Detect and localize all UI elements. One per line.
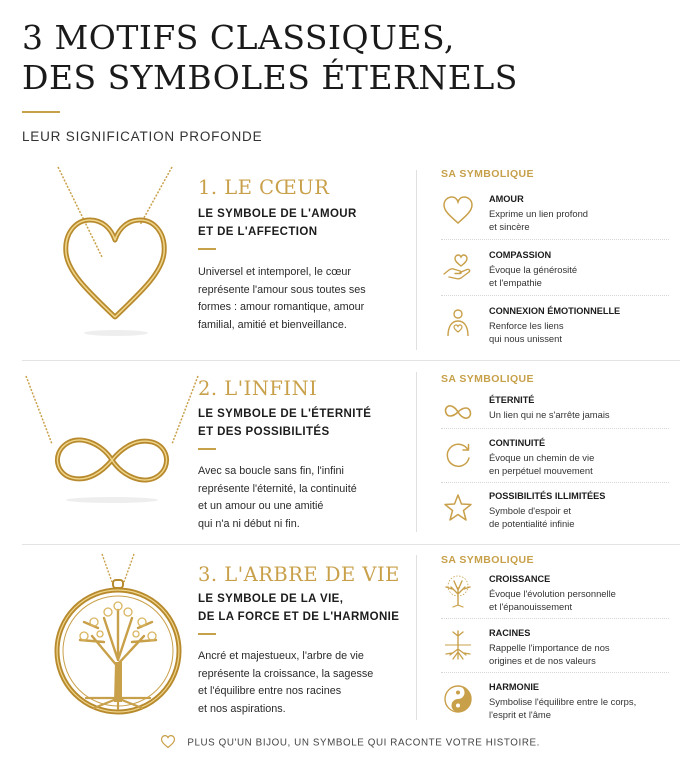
subtitle-line: ET DE L'AFFECTION	[198, 226, 318, 238]
description-line: représente l'amour sous toutes ses	[198, 283, 366, 296]
tree-icon	[441, 574, 475, 608]
heart-necklace-image	[50, 165, 180, 345]
section-description-infinity	[198, 463, 357, 533]
column-divider	[416, 372, 417, 532]
heart-outline-icon	[160, 734, 176, 752]
description-line: familial, amitié et bienveillance.	[198, 318, 347, 331]
symbol-name: RACINES	[489, 628, 531, 638]
heart-hand-icon	[441, 250, 475, 284]
footer	[0, 734, 700, 752]
symbol-description-line: l'esprit et l'âme	[489, 709, 551, 720]
symbol-description-line: Symbolise l'équilibre entre le corps,	[489, 696, 637, 707]
page-title-line2: DES SYMBOLES ÉTERNELS	[22, 58, 518, 97]
symbol-name: POSSIBILITÉS ILLIMITÉES	[489, 491, 606, 501]
description-line: Universel et intemporel, le cœur	[198, 266, 352, 278]
item-separator	[441, 295, 669, 296]
people-heart-icon	[441, 306, 475, 340]
description-line: représente la croissance, la sagesse	[198, 667, 374, 680]
description-line: qui n'a ni début ni fin.	[198, 517, 300, 530]
symbol-name: COMPASSION	[489, 250, 552, 260]
star-icon	[441, 491, 475, 525]
section-rule	[198, 448, 216, 450]
heart-outline-icon	[441, 194, 475, 228]
symbol-description	[489, 641, 610, 667]
page-title	[22, 18, 542, 98]
section-title-infinity: 2. L'INFINI	[198, 377, 318, 400]
section-rule	[198, 633, 216, 635]
symbol-name: CROISSANCE	[489, 574, 551, 584]
section-divider	[22, 544, 680, 545]
symbol-description-line: Un lien qui ne s'arrête jamais	[489, 409, 610, 420]
page-title-line1: 3 MOTIFS CLASSIQUES,	[22, 18, 455, 57]
section-divider	[22, 360, 680, 361]
item-separator	[441, 428, 669, 429]
symbol-description-line: qui nous unissent	[489, 333, 562, 344]
symbolism-title: SA SYMBOLIQUE	[441, 168, 534, 180]
symbol-description-line: origines et de nos valeurs	[489, 655, 596, 666]
item-separator	[441, 618, 669, 619]
symbol-description-line: Symbole d'espoir et	[489, 505, 572, 516]
column-divider	[416, 170, 417, 350]
symbol-description-line: en perpétuel mouvement	[489, 465, 593, 476]
subtitle-line: LE SYMBOLE DE L'ÉTERNITÉ	[198, 408, 372, 420]
section-description-tree	[198, 648, 373, 718]
symbol-description-line: et l'empathie	[489, 277, 542, 288]
infinity-icon	[441, 395, 475, 429]
description-line: Avec sa boucle sans fin, l'infini	[198, 465, 344, 477]
item-separator	[441, 239, 669, 240]
tree-of-life-pendant-image	[48, 552, 188, 729]
title-divider	[22, 111, 60, 113]
infinity-necklace-image	[22, 372, 202, 542]
symbol-description-line: Exprime un lien profond	[489, 208, 589, 219]
symbol-description-line: et l'épanouissement	[489, 601, 573, 612]
symbol-description	[489, 587, 616, 613]
symbolism-title: SA SYMBOLIQUE	[441, 373, 534, 385]
section-rule	[198, 248, 216, 250]
roots-icon	[441, 628, 475, 662]
description-line: formes : amour romantique, amour	[198, 301, 365, 313]
symbol-description	[489, 695, 636, 721]
symbol-description-line: Évoque un chemin de vie	[489, 452, 595, 463]
description-line: et nos aspirations.	[198, 702, 286, 715]
symbol-description	[489, 263, 577, 289]
yin-yang-icon	[441, 682, 475, 716]
symbol-description	[489, 408, 610, 421]
symbol-description-line: Rappelle l'importance de nos	[489, 642, 610, 653]
section-title-heart: 1. LE CŒUR	[198, 176, 330, 199]
symbol-name: CONTINUITÉ	[489, 438, 546, 448]
symbol-description	[489, 504, 574, 530]
description-line: représente l'éternité, la continuité	[198, 482, 357, 495]
symbol-description-line: de potentialité infinie	[489, 518, 575, 529]
symbol-description-line: Évoque l'évolution personnelle	[489, 588, 616, 599]
symbol-name: ÉTERNITÉ	[489, 395, 535, 405]
description-line: Ancré et majestueux, l'arbre de vie	[198, 650, 364, 662]
description-line: et un amour ou une amitié	[198, 500, 324, 512]
section-title-tree: 3. L'ARBRE DE VIE	[198, 563, 400, 586]
description-line: et l'équilibre entre nos racines	[198, 685, 342, 697]
symbol-name: CONNEXION ÉMOTIONNELLE	[489, 306, 621, 316]
section-subtitle-infinity	[198, 405, 371, 441]
symbol-description	[489, 207, 588, 233]
subtitle-line: LE SYMBOLE DE LA VIE,	[198, 593, 344, 605]
item-separator	[441, 672, 669, 673]
subtitle-line: LE SYMBOLE DE L'AMOUR	[198, 208, 357, 220]
subtitle-line: ET DES POSSIBILITÉS	[198, 426, 330, 438]
symbol-name: HARMONIE	[489, 682, 540, 692]
column-divider	[416, 555, 417, 720]
section-description-heart	[198, 264, 366, 334]
subtitle-line: DE LA FORCE ET DE L'HARMONIE	[198, 611, 400, 623]
footer-text: PLUS QU'UN BIJOU, UN SYMBOLE QUI RACONTE VOTRE HISTOIRE.	[187, 737, 540, 749]
symbol-description-line: et sincère	[489, 221, 530, 232]
symbol-description	[489, 319, 564, 345]
section-subtitle-tree	[198, 590, 399, 626]
symbolism-title: SA SYMBOLIQUE	[441, 554, 534, 566]
cycle-icon	[441, 438, 475, 472]
item-separator	[441, 482, 669, 483]
symbol-description-line: Évoque la générosité	[489, 264, 578, 275]
section-subtitle-heart	[198, 205, 357, 241]
symbol-name: AMOUR	[489, 194, 524, 204]
symbol-description-line: Renforce les liens	[489, 320, 564, 331]
page-subtitle: LEUR SIGNIFICATION PROFONDE	[22, 129, 263, 144]
symbol-description	[489, 451, 594, 477]
